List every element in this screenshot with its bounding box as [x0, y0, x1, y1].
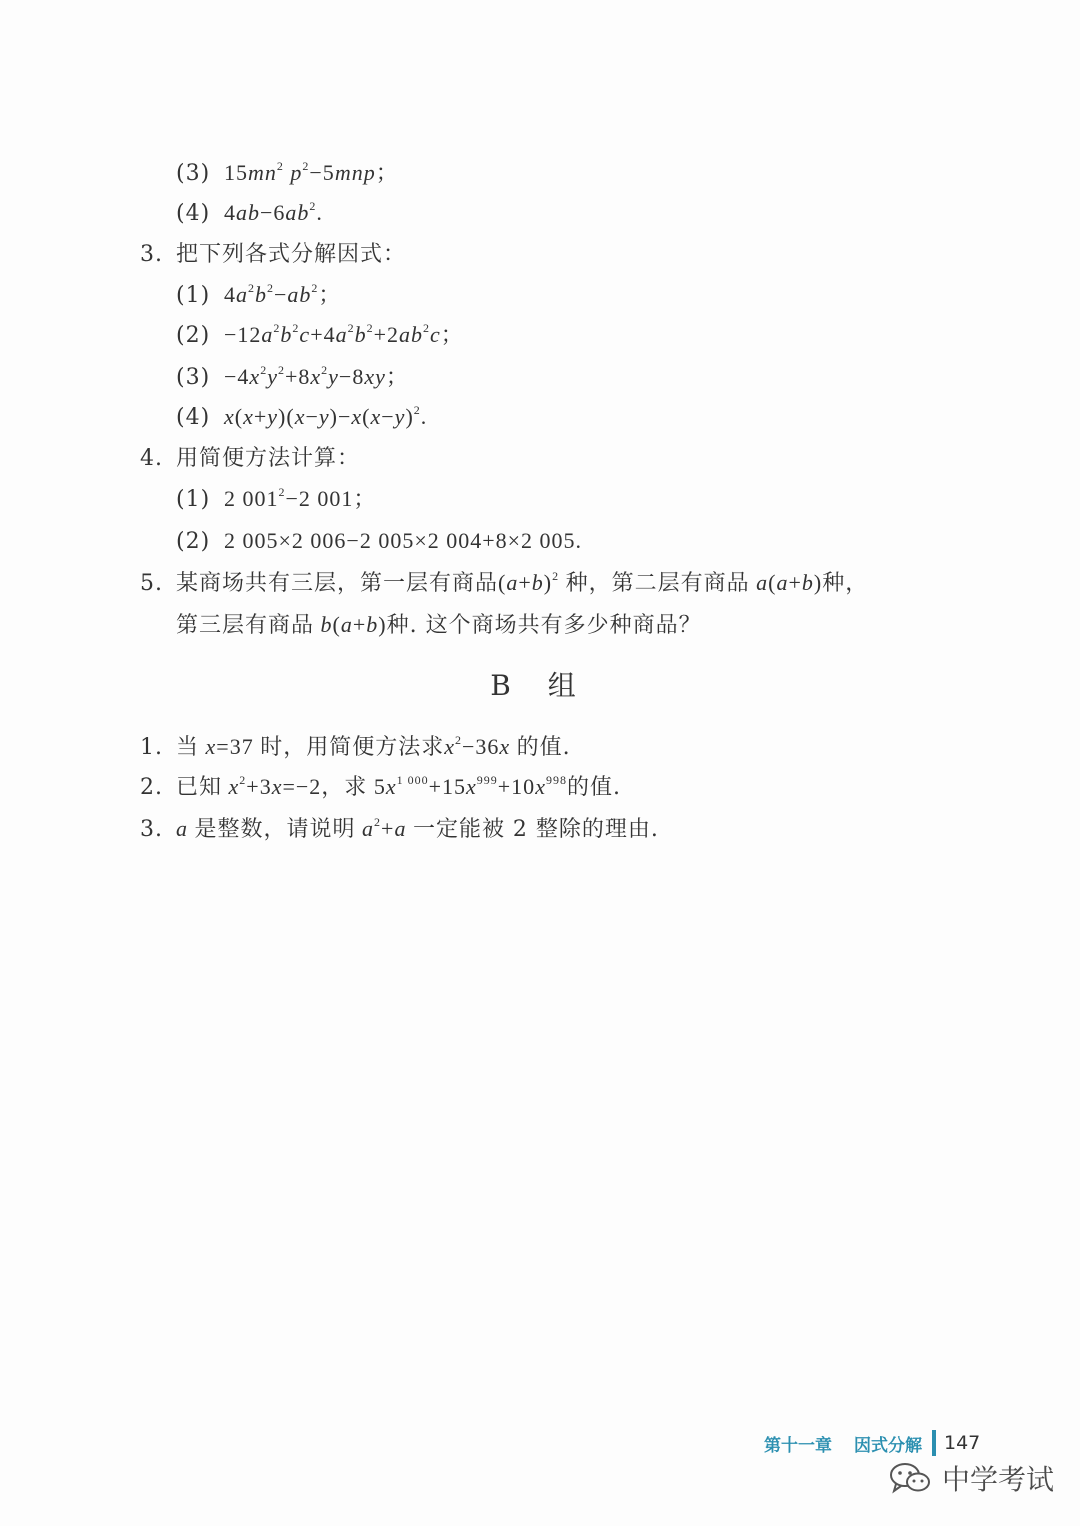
expression: 2 $001^2-2$ 001；: [224, 485, 377, 511]
wechat-icon: [888, 1460, 932, 1496]
exercise-4-2: [176, 526, 582, 557]
expression: $5x^{1 000}+15x^{999}+10x^{998}$: [367, 773, 567, 799]
chapter-title: 因式分解: [854, 1435, 922, 1456]
question-number: 4.: [140, 446, 163, 471]
exercise-3-2: [176, 320, 464, 351]
question-text: 的值.: [516, 735, 571, 760]
exercise-5-cont: [176, 610, 702, 641]
question-text: 已知: [176, 775, 223, 800]
exercise-4-1: [176, 484, 376, 515]
divider: [932, 1430, 936, 1456]
expression: $4ab-6ab^2$.: [224, 199, 323, 225]
question-number: 3.: [140, 242, 163, 267]
expression: a: [176, 816, 188, 841]
exercise-3: [140, 240, 406, 270]
item-label: (3): [176, 365, 211, 390]
expression: $4a^2b^2-ab^2$；: [224, 281, 342, 307]
watermark-text: 中学考试: [942, 1463, 1055, 1496]
question-text: 种，: [822, 571, 869, 596]
chapter-label: 第十一章: [764, 1435, 832, 1456]
question-text: 种，第二层有商品: [565, 571, 750, 596]
item-label: (3): [176, 161, 211, 186]
exercise-3-3: [176, 362, 409, 393]
expression: $x(x+y)(x-y)-x(x-y)^2$.: [224, 403, 428, 429]
item-label: (1): [176, 487, 211, 512]
section-heading: B 组: [490, 669, 590, 702]
exercise-b-2: [140, 772, 621, 803]
question-number: 3.: [140, 817, 163, 842]
expression: x=37: [205, 734, 261, 759]
exercise-3-1: [176, 280, 341, 311]
question-text: 时，用简便方法求: [260, 735, 445, 760]
expression: $-12a^2b^2c+4a^2b^2+2ab^2c$；: [224, 321, 464, 347]
item-label: (1): [176, 283, 211, 308]
exercise-b-1: [140, 732, 571, 763]
expression: $a^2+a$: [362, 815, 407, 841]
question-text: 的值.: [566, 775, 621, 800]
question-number: 1.: [140, 735, 163, 760]
exercise-2-3: [176, 158, 399, 189]
question-text: 用简便方法计算：: [176, 446, 361, 471]
expression: $15mn^2$ $p^2-5mnp$；: [224, 159, 399, 185]
expression: $(a+b)^2$: [498, 569, 560, 595]
watermark: [888, 1458, 1054, 1498]
question-text: 当: [176, 735, 200, 760]
question-text: 是整数，请说明: [194, 817, 356, 842]
exercise-5: [140, 568, 868, 599]
expression: $-4x^2y^2+8x^2y-8xy$；: [224, 363, 409, 389]
page-number: 147: [944, 1432, 981, 1454]
item-label: (4): [176, 405, 211, 430]
question-text: ，求: [321, 775, 368, 800]
exercise-2-4: [176, 198, 323, 229]
item-label: (2): [176, 323, 211, 348]
expression: a(a+b): [756, 570, 823, 595]
item-label: (4): [176, 201, 211, 226]
item-label: (2): [176, 529, 211, 554]
question-text: 某商场共有三层，第一层有商品: [176, 571, 499, 596]
question-text: 把下列各式分解因式：: [176, 242, 407, 267]
exercise-b-3: [140, 814, 659, 845]
question-text: 种. 这个商场共有多少种商品？: [386, 613, 702, 638]
expression: b(a+b): [320, 612, 387, 637]
expression: $x^2+3x=-2$: [228, 773, 322, 799]
expression: 2 005×2 006−2 005×2 004+8×2 005.: [224, 528, 583, 553]
exercise-3-4: [176, 402, 427, 433]
question-number: 5.: [140, 571, 163, 596]
expression: $x^2-36x$: [444, 733, 511, 759]
exercise-4: [140, 444, 360, 474]
question-text: 一定能被 2 整除的理由.: [412, 817, 659, 842]
question-number: 2.: [140, 775, 163, 800]
question-text: 第三层有商品: [176, 613, 315, 638]
page-footer: [764, 1430, 980, 1456]
